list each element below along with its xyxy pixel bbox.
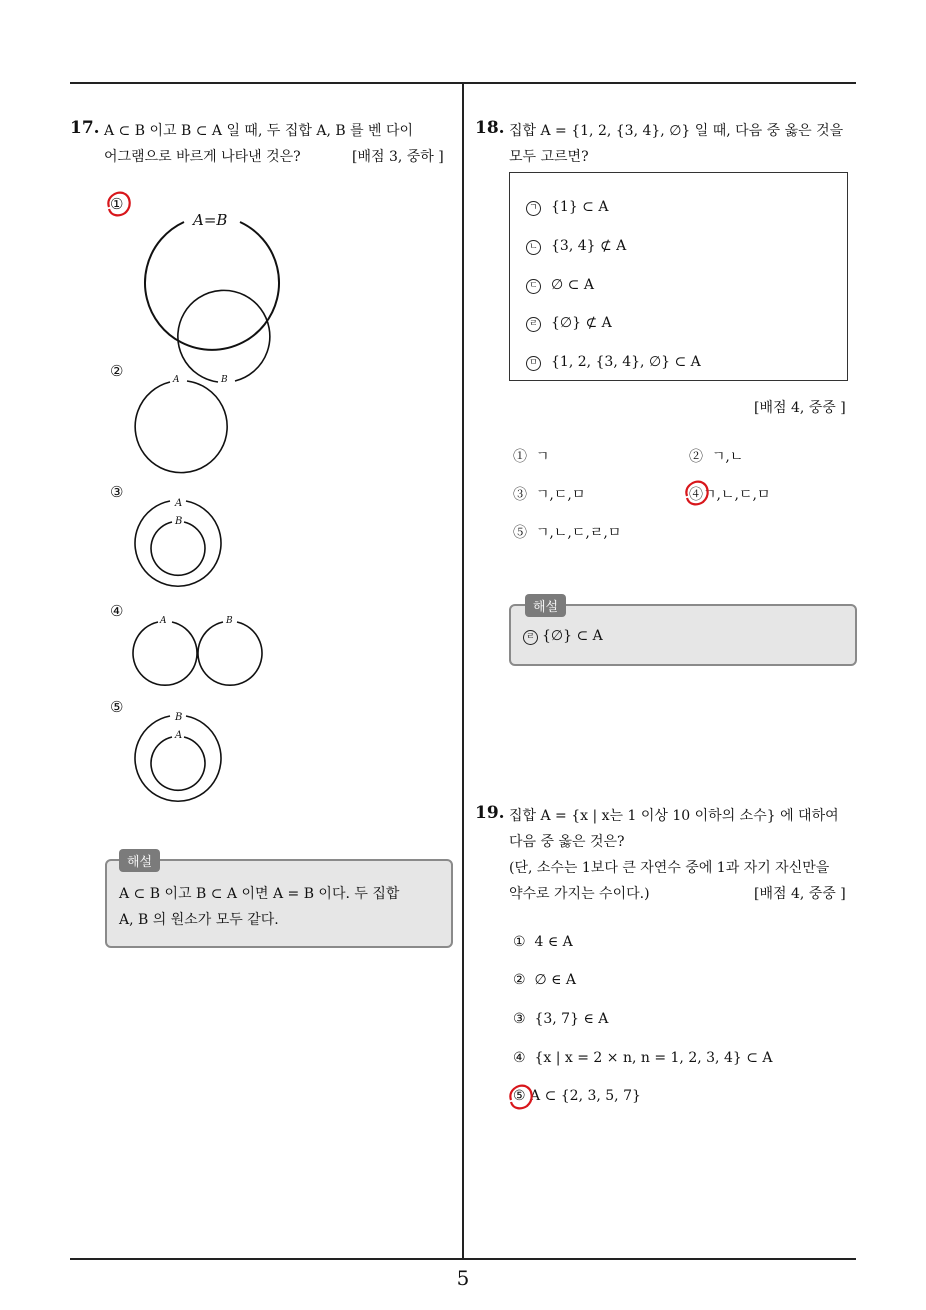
- q17-option-1-diagram[interactable]: [140, 208, 284, 358]
- q19-answer-2-num: ②: [513, 972, 526, 988]
- q17-option-1-label-ab: A=B: [193, 211, 228, 229]
- q17-option-4-diagram[interactable]: [132, 618, 266, 688]
- q17-option-4-label-a: A: [160, 616, 167, 626]
- q18-choice-2: [526, 238, 626, 255]
- q18-answer-3-text: ㄱ,ㄷ,ㅁ: [535, 487, 586, 503]
- q19-answer-mark: [506, 1082, 536, 1112]
- q17-option-1-label[interactable]: ①: [110, 195, 124, 213]
- column-divider: [462, 82, 464, 1259]
- q17-option-3-label[interactable]: ③: [110, 483, 124, 501]
- q19-score: [배점 4, 중중 ]: [754, 886, 846, 902]
- q19-answer-4-num: ④: [513, 1050, 526, 1066]
- q17-option-4-label[interactable]: ④: [110, 602, 124, 620]
- q17-explanation-line2: A, B 의 원소가 모두 같다.: [119, 912, 279, 928]
- q17-explanation-line1: A ⊂ B 이고 B ⊂ A 이면 A = B 이다. 두 집합: [119, 886, 400, 902]
- q19-answer-3-text: {3, 7} ∈ A: [534, 1011, 609, 1027]
- q18-choice-1: [526, 199, 608, 216]
- q18-answer-5-text: ㄱ,ㄴ,ㄷ,ㄹ,ㅁ: [535, 525, 622, 541]
- q17-option-3-label-a: A: [175, 498, 183, 509]
- q18-answer-mark: [682, 478, 712, 508]
- q17-option-2-label[interactable]: ②: [110, 362, 124, 380]
- q17-number: 17.: [70, 118, 100, 138]
- q18-choice-5-text: {1, 2, {3, 4}, ∅} ⊂ A: [551, 354, 701, 370]
- q18-explanation-mark: ㄹ: [523, 630, 538, 645]
- q17-text-line1: A ⊂ B 이고 B ⊂ A 일 때, 두 집합 A, B 를 벤 다이: [104, 123, 414, 139]
- q18-explanation-box: [509, 600, 857, 666]
- q18-answer-4-num: ④: [689, 487, 703, 503]
- q18-choice-box: [509, 172, 848, 381]
- q18-choice-5: [526, 354, 701, 371]
- q17-option-5-label[interactable]: ⑤: [110, 698, 124, 716]
- q17-option-2-label-b: B: [221, 375, 228, 385]
- q19-answer-1[interactable]: [513, 934, 573, 950]
- q17-answer-mark: [104, 189, 134, 219]
- q18-choice-1-mark: ㄱ: [526, 201, 541, 216]
- q18-answer-2-num: ②: [689, 449, 703, 465]
- q19-answer-4-text: {x | x = 2 × n, n = 1, 2, 3, 4} ⊂ A: [534, 1050, 773, 1066]
- q18-explanation-text: {∅} ⊂ A: [542, 628, 603, 644]
- q18-choice-3-mark: ㄷ: [526, 279, 541, 294]
- q19-answer-2-text: ∅ ∈ A: [534, 972, 577, 988]
- q19-answer-3-num: ③: [513, 1011, 526, 1027]
- q18-choice-4-text: {∅} ⊄ A: [551, 315, 612, 331]
- q19-text-line2: 다음 중 옳은 것은?: [509, 834, 625, 850]
- q19-text-line1: 집합 A = {x | x는 1 이상 10 이하의 소수} 에 대하여: [509, 808, 839, 824]
- q18-answer-2-text: ㄱ,ㄴ: [711, 449, 744, 465]
- q18-number: 18.: [475, 118, 505, 138]
- q18-choice-4: [526, 315, 612, 332]
- q18-choice-3: [526, 277, 594, 294]
- q18-choice-2-mark: ㄴ: [526, 240, 541, 255]
- q19-number: 19.: [475, 803, 505, 823]
- q19-answer-4[interactable]: [513, 1050, 773, 1066]
- q19-answer-1-text: 4 ∈ A: [534, 934, 573, 950]
- bottom-rule: [70, 1258, 856, 1260]
- q17-option-2-label-a: A: [173, 375, 180, 385]
- q18-text-line2: 모두 고르면?: [509, 149, 589, 165]
- q18-answer-1-text: ㄱ: [535, 449, 550, 465]
- q18-answer-3-num: ③: [513, 487, 527, 503]
- q17-option-5-diagram[interactable]: [132, 713, 224, 805]
- q18-text-line1: 집합 A = {1, 2, {3, 4}, ∅} 일 때, 다음 중 옳은 것을: [509, 123, 844, 139]
- q18-explanation-tag: 해설: [525, 594, 566, 617]
- q19-text-line4: 약수로 가지는 수이다.): [509, 886, 650, 902]
- q19-answer-3[interactable]: [513, 1011, 608, 1027]
- q18-answer-5[interactable]: [513, 522, 621, 542]
- q18-answer-4-text: ㄱ,ㄴ,ㄷ,ㅁ: [703, 487, 771, 503]
- q17-option-3-diagram[interactable]: [132, 498, 224, 590]
- q19-answer-1-num: ①: [513, 934, 526, 950]
- q17-option-3-label-b: B: [175, 516, 183, 527]
- q17-option-5-label-a: A: [175, 730, 183, 741]
- q18-answer-5-num: ⑤: [513, 525, 527, 541]
- q19-answer-2[interactable]: [513, 972, 576, 988]
- page-number: 5: [456, 1266, 470, 1290]
- q18-answer-3[interactable]: [513, 484, 585, 504]
- q17-score: [배점 3, 중하 ]: [352, 149, 444, 165]
- q18-explanation-line: [523, 628, 603, 645]
- q17-text-line2: 어그램으로 바르게 나타낸 것은?: [104, 149, 301, 165]
- q17-option-4-label-b: B: [226, 616, 233, 626]
- q18-answer-2[interactable]: [689, 446, 743, 466]
- q17-option-2-diagram[interactable]: [132, 375, 274, 473]
- q18-choice-5-mark: ㅁ: [526, 356, 541, 371]
- q18-choice-4-mark: ㄹ: [526, 317, 541, 332]
- q17-option-5-label-b: B: [175, 712, 183, 723]
- q17-explanation-box: [105, 855, 453, 948]
- q17-explanation-tag: 해설: [119, 849, 160, 872]
- q18-answer-1[interactable]: [513, 446, 549, 466]
- q19-answer-5-num: ⑤: [513, 1088, 526, 1104]
- q18-choice-1-text: {1} ⊂ A: [551, 199, 609, 215]
- q19-text-line3: (단, 소수는 1보다 큰 자연수 중에 1과 자기 자신만을: [509, 860, 830, 876]
- q19-answer-5-text: A ⊂ {2, 3, 5, 7}: [530, 1088, 641, 1104]
- q18-choice-3-text: ∅ ⊂ A: [551, 277, 594, 293]
- q18-score: [배점 4, 중중 ]: [754, 400, 846, 416]
- q18-choice-2-text: {3, 4} ⊄ A: [551, 238, 627, 254]
- q18-answer-1-num: ①: [513, 449, 527, 465]
